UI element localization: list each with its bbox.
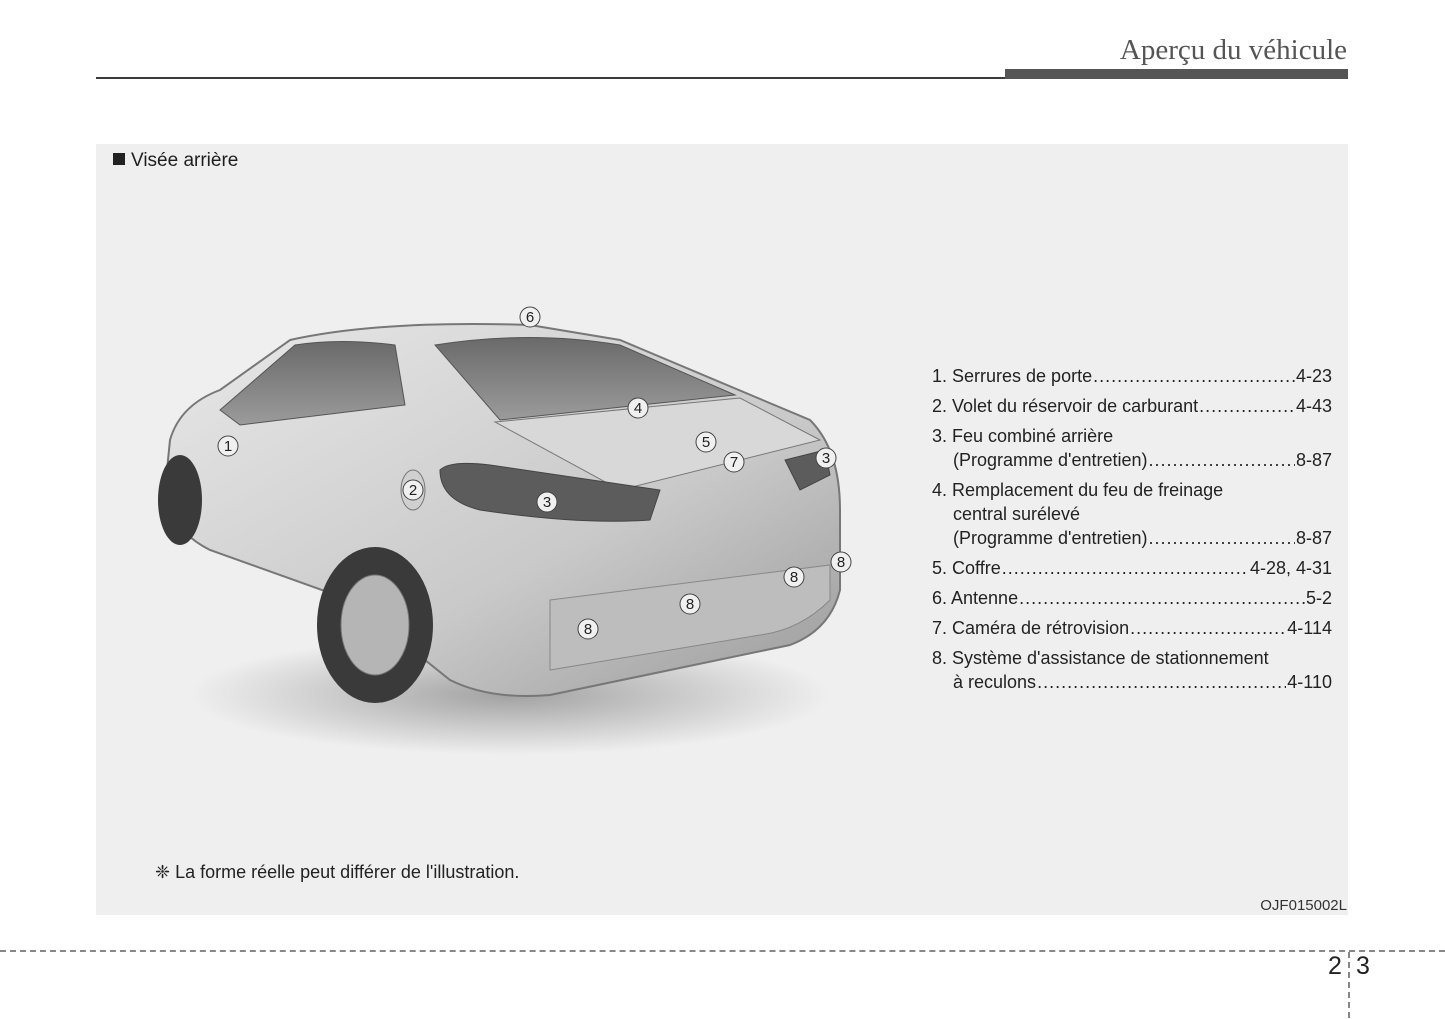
legend-text: central surélevé xyxy=(953,504,1081,524)
legend-text: 1. Serrures de porte xyxy=(932,366,1093,386)
callout-4 xyxy=(628,398,648,418)
callout-2 xyxy=(403,480,423,500)
legend-text: à reculons xyxy=(953,672,1037,692)
legend-text: 7. Caméra de rétrovision xyxy=(932,618,1130,638)
leader-dots xyxy=(1037,670,1286,694)
legend-item xyxy=(932,616,1332,640)
legend-page: 8-87 xyxy=(1295,450,1332,470)
svg-text:8: 8 xyxy=(685,596,695,613)
legend-text: 4. Remplacement du feu de freinage xyxy=(932,480,1224,500)
legend-item xyxy=(932,646,1332,694)
svg-text:1: 1 xyxy=(223,438,233,455)
section-title-text: Visée arrière xyxy=(131,150,239,171)
svg-text:4: 4 xyxy=(633,400,643,417)
legend-text: 6. Antenne xyxy=(932,588,1019,608)
svg-text:5: 5 xyxy=(701,434,711,451)
legend-text: 3. Feu combiné arrière xyxy=(932,426,1114,446)
legend-page: 4-43 xyxy=(1295,396,1332,416)
svg-text:8: 8 xyxy=(789,569,799,586)
legend-text: 5. Coffre xyxy=(932,558,1001,578)
callout-7 xyxy=(724,452,744,472)
leader-dots xyxy=(1199,394,1295,418)
callout-5 xyxy=(696,432,716,452)
callout-3-right xyxy=(816,448,836,468)
svg-text:2: 2 xyxy=(408,482,418,499)
legend-item xyxy=(932,556,1332,580)
legend-page: 5-2 xyxy=(1305,588,1332,608)
leader-dots xyxy=(1093,364,1295,388)
disclaimer-note: ❈ La forme réelle peut différer de l'illustration. xyxy=(155,862,520,882)
component-legend xyxy=(932,364,1332,700)
legend-text: 2. Volet du réservoir de carburant xyxy=(932,396,1199,416)
header-accent-bar xyxy=(1005,69,1348,79)
legend-item xyxy=(932,586,1332,610)
legend-text: (Programme d'entretien) xyxy=(953,450,1148,470)
callout-6 xyxy=(520,307,540,327)
svg-text:8: 8 xyxy=(836,554,846,571)
car-rear-illustration xyxy=(150,300,880,760)
svg-text:3: 3 xyxy=(821,450,831,467)
svg-text:7: 7 xyxy=(729,454,739,471)
page-number-divider xyxy=(1348,952,1350,1018)
legend-page: 8-87 xyxy=(1295,528,1332,548)
callout-1 xyxy=(218,436,238,456)
svg-text:3: 3 xyxy=(542,494,552,511)
svg-text:8: 8 xyxy=(583,621,593,638)
leader-dots xyxy=(1019,586,1305,610)
legend-page: 4-114 xyxy=(1287,618,1332,638)
callout-8-a xyxy=(578,619,598,639)
legend-item xyxy=(932,424,1332,472)
chapter-number: 2 xyxy=(1328,952,1342,980)
front-wheel xyxy=(158,455,202,545)
legend-text: (Programme d'entretien) xyxy=(953,528,1148,548)
square-bullet-icon xyxy=(113,153,125,165)
legend-item xyxy=(932,394,1332,418)
figure-code: OJF015002L xyxy=(1260,897,1347,914)
svg-text:6: 6 xyxy=(525,309,535,326)
legend-item xyxy=(932,364,1332,388)
callout-8-d xyxy=(831,552,851,572)
leader-dots xyxy=(1130,616,1286,640)
legend-page: 4-110 xyxy=(1287,672,1332,692)
header-divider xyxy=(96,77,1006,79)
legend-page: 4-23 xyxy=(1295,366,1332,386)
page-title: Aperçu du véhicule xyxy=(1119,34,1347,66)
page-number: 3 xyxy=(1356,952,1370,980)
callout-8-b xyxy=(680,594,700,614)
legend-text: 8. Système d'assistance de stationnement xyxy=(932,648,1269,668)
footer-dashed-rule xyxy=(0,950,1445,952)
leader-dots xyxy=(1149,448,1295,472)
legend-item xyxy=(932,478,1332,550)
legend-page: 4-28, 4-31 xyxy=(1249,558,1332,578)
rear-rim xyxy=(341,575,409,675)
leader-dots xyxy=(1002,556,1249,580)
section-title xyxy=(113,150,238,172)
leader-dots xyxy=(1149,526,1295,550)
callout-3-left xyxy=(537,492,557,512)
callout-8-c xyxy=(784,567,804,587)
